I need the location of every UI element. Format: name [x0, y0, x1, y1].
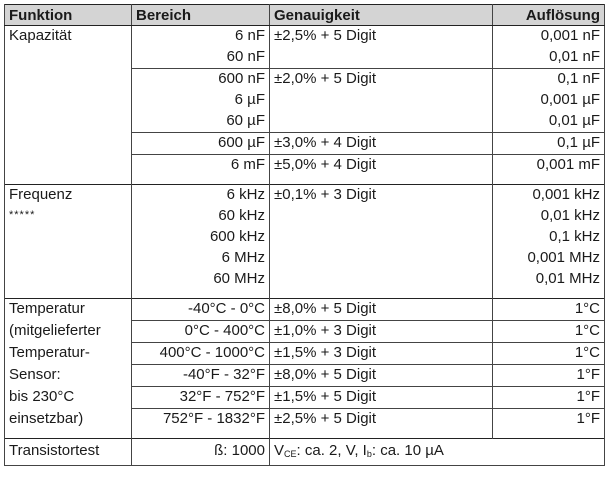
header-row [5, 5, 605, 26]
bereich-cell: 6 nF [132, 26, 270, 48]
funktion-temperatur-line: Temperatur [5, 299, 132, 321]
funktion-temperatur-line: Temperatur- [5, 343, 132, 365]
bereich-cell: 6 MHz [132, 248, 270, 269]
bereich-cell: -40°F - 32°F [132, 365, 270, 387]
aufloesung-cell: 0,01 µF [493, 111, 605, 133]
funktion-temperatur-line: Sensor: [5, 365, 132, 387]
bereich-cell: 600 kHz [132, 227, 270, 248]
genauigkeit-cell [270, 47, 493, 69]
header-genauigkeit: Genauigkeit [270, 5, 493, 26]
bereich-cell: 6 mF [132, 155, 270, 177]
table-row [5, 155, 605, 177]
genauigkeit-cell: ±1,5% + 3 Digit [270, 343, 493, 365]
aufloesung-cell: 1°F [493, 365, 605, 387]
aufloesung-cell: 1°C [493, 321, 605, 343]
genauigkeit-cell [270, 206, 493, 227]
aufloesung-cell: 0,1 kHz [493, 227, 605, 248]
bereich-cell: 600 nF [132, 69, 270, 91]
bereich-cell: -40°C - 0°C [132, 299, 270, 321]
spacer-row [5, 430, 605, 439]
aufloesung-cell: 0,01 nF [493, 47, 605, 69]
table-row [5, 269, 605, 290]
funktion-empty [5, 111, 132, 133]
vce-subscript: CE [284, 449, 297, 459]
aufloesung-cell: 1°F [493, 409, 605, 431]
aufloesung-cell: 0,001 µF [493, 90, 605, 111]
genauigkeit-cell: ±1,5% + 5 Digit [270, 387, 493, 409]
funktion-empty [5, 133, 132, 155]
genauigkeit-cell [270, 269, 493, 290]
genauigkeit-cell: ±8,0% + 5 Digit [270, 365, 493, 387]
funktion-empty [5, 248, 132, 269]
vce-symbol: V [274, 442, 285, 459]
ib-subscript: b [366, 449, 372, 459]
genauigkeit-cell [270, 90, 493, 111]
bereich-cell: 6 kHz [132, 185, 270, 207]
genauigkeit-cell: ±2,5% + 5 Digit [270, 409, 493, 431]
table-row [5, 47, 605, 69]
aufloesung-cell: 0,001 kHz [493, 185, 605, 207]
bereich-cell: 60 MHz [132, 269, 270, 290]
header-bereich: Bereich [132, 5, 270, 26]
table-row [5, 90, 605, 111]
funktion-temperatur-line: (mitgelieferter [5, 321, 132, 343]
aufloesung-cell: 0,1 µF [493, 133, 605, 155]
funktion-empty [5, 90, 132, 111]
aufloesung-cell: 0,001 MHz [493, 248, 605, 269]
genauigkeit-cell [270, 227, 493, 248]
ib-value: : ca. 10 µA [371, 442, 444, 459]
table-row [5, 321, 605, 343]
funktion-frequenz: Frequenz [5, 185, 132, 207]
table-row [5, 227, 605, 248]
funktion-empty [5, 227, 132, 248]
table-row [5, 26, 605, 48]
funktion-temperatur-line: bis 230°C [5, 387, 132, 409]
table-row [5, 206, 605, 227]
bereich-cell: 600 µF [132, 133, 270, 155]
funktion-temperatur-line: einsetzbar) [5, 409, 132, 431]
aufloesung-cell: 0,1 nF [493, 69, 605, 91]
funktion-kapazitaet: Kapazität [5, 26, 132, 48]
funktion-empty [5, 69, 132, 91]
table-row [5, 248, 605, 269]
vce-value: : ca. 2, V, I [296, 442, 367, 459]
table-row [5, 111, 605, 133]
genauigkeit-cell: ±1,0% + 3 Digit [270, 321, 493, 343]
aufloesung-cell: 1°F [493, 387, 605, 409]
table-row [5, 439, 605, 466]
genauigkeit-cell: ±0,1% + 3 Digit [270, 185, 493, 207]
genauigkeit-cell: ±5,0% + 4 Digit [270, 155, 493, 177]
funktion-transistortest: Transistortest [5, 439, 132, 466]
aufloesung-cell: 0,001 mF [493, 155, 605, 177]
bereich-cell: 60 µF [132, 111, 270, 133]
funktion-empty [5, 155, 132, 177]
bereich-cell: 752°F - 1832°F [132, 409, 270, 431]
table-row [5, 69, 605, 91]
bereich-cell: 60 kHz [132, 206, 270, 227]
spacer-row [5, 290, 605, 299]
bereich-cell: 60 nF [132, 47, 270, 69]
table-row [5, 185, 605, 207]
genauigkeit-cell: ±2,5% + 5 Digit [270, 26, 493, 48]
spacer-row [5, 176, 605, 185]
bereich-cell: 6 µF [132, 90, 270, 111]
bereich-cell: ß: 1000 [132, 439, 270, 466]
table-row [5, 409, 605, 431]
genauigkeit-transistortest [270, 439, 605, 466]
aufloesung-cell: 0,01 MHz [493, 269, 605, 290]
table-row [5, 299, 605, 321]
table-row [5, 133, 605, 155]
table-row [5, 343, 605, 365]
frequenz-footnote-marker: ***** [5, 206, 132, 227]
genauigkeit-cell: ±3,0% + 4 Digit [270, 133, 493, 155]
genauigkeit-cell: ±2,0% + 5 Digit [270, 69, 493, 91]
table-row [5, 387, 605, 409]
genauigkeit-cell [270, 111, 493, 133]
specifications-table [4, 4, 605, 466]
aufloesung-cell: 1°C [493, 299, 605, 321]
bereich-cell: 400°C - 1000°C [132, 343, 270, 365]
header-aufloesung: Auflösung [493, 5, 605, 26]
funktion-empty [5, 47, 132, 69]
funktion-empty [5, 269, 132, 290]
table-row [5, 365, 605, 387]
genauigkeit-cell [270, 248, 493, 269]
aufloesung-cell: 1°C [493, 343, 605, 365]
genauigkeit-cell: ±8,0% + 5 Digit [270, 299, 493, 321]
bereich-cell: 32°F - 752°F [132, 387, 270, 409]
aufloesung-cell: 0,001 nF [493, 26, 605, 48]
aufloesung-cell: 0,01 kHz [493, 206, 605, 227]
bereich-cell: 0°C - 400°C [132, 321, 270, 343]
header-funktion: Funktion [5, 5, 132, 26]
